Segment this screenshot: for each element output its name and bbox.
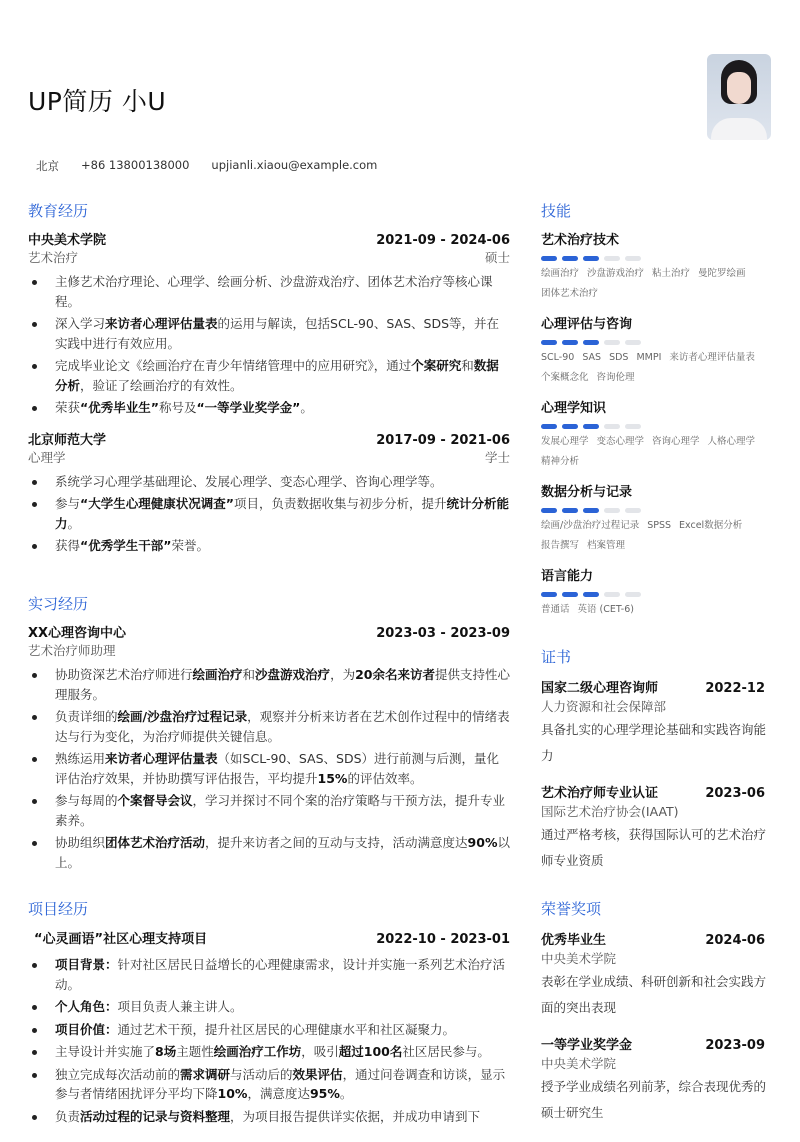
bullet-list: [28, 665, 510, 872]
candidate-name: UP简历 小U: [28, 87, 167, 116]
bullet-item: [28, 494, 510, 533]
bold-text: 8场: [155, 1044, 177, 1059]
section-title: 荣誉奖项: [541, 900, 602, 918]
level-segment-empty: [625, 340, 641, 345]
bold-text: 个人角色：: [55, 999, 118, 1014]
contact-phone: +86 13800138000: [81, 158, 190, 172]
honor-entry: [541, 1037, 771, 1126]
text-segment: ，提升来访者之间的互动与支持，活动满意度达: [205, 835, 468, 850]
level-segment-filled: [583, 256, 599, 261]
entry-header: [28, 450, 510, 466]
bold-text: 来访者心理评估量表: [105, 751, 218, 766]
internship-role: 艺术治疗师助理: [28, 643, 116, 658]
skill-tag: SDS: [609, 352, 629, 363]
skill-level-bar: [541, 256, 771, 261]
text-segment: 完成毕业论文《绘画治疗在青少年情绪管理中的应用研究》，通过: [55, 358, 412, 373]
text-segment: 与活动后的: [230, 1066, 293, 1082]
education-section: [28, 200, 510, 570]
skill-tag: 咨询伦理: [596, 372, 635, 383]
date: 2021-09 - 2024-06: [376, 233, 510, 248]
honor-entry: [541, 932, 771, 1021]
skill-tag: 来访者心理评估量表: [669, 352, 755, 363]
entry-header: [34, 931, 510, 949]
name: 艺术治疗师专业认证: [541, 786, 659, 801]
date: 2017-09 - 2021-06: [376, 432, 510, 448]
bold-text: 95%: [309, 1086, 340, 1101]
text-segment: ，吸引: [301, 1044, 339, 1059]
level-segment-filled: [583, 508, 599, 513]
bullet-list: [28, 472, 510, 556]
bullet-list: [28, 955, 510, 1126]
skill-tag: 变态心理学: [596, 436, 645, 447]
section-title: 证书: [541, 648, 572, 666]
bullet-item: [28, 665, 510, 704]
bold-text: 效果评估: [292, 1066, 343, 1082]
date: 2023-06: [705, 786, 765, 801]
text-segment: 通过艺术干预，提升社区居民的心理健康水平和社区凝聚力。: [117, 1021, 456, 1037]
education-entry: [28, 432, 510, 556]
skill-level-bar: [541, 340, 771, 345]
text-segment: ，验证了绘画治疗的有效性。: [80, 377, 243, 393]
profile-photo: [707, 54, 771, 140]
skill-name: 艺术治疗技术: [541, 233, 620, 248]
school: 中央美术学院: [28, 233, 107, 248]
text-segment: 。: [339, 1086, 353, 1101]
bullet-item: [28, 1065, 510, 1104]
bullet-item: [28, 356, 510, 395]
bullet-item: [28, 791, 510, 830]
skill-item: [541, 316, 771, 388]
bullet-item: [28, 472, 510, 492]
text-segment: 的运用与解读，包括SCL-90、SAS、SDS等，并在实践中进行有效应用。: [55, 316, 500, 351]
education-entry: [28, 232, 510, 418]
bold-text: 超过100名: [338, 1044, 403, 1059]
level-segment-filled: [562, 592, 578, 597]
level-segment-empty: [625, 592, 641, 597]
text-segment: 协助资深艺术治疗师进行: [55, 667, 193, 682]
skill-tag: 绘画/沙盘治疗过程记录: [541, 520, 640, 531]
date: 2022-10 - 2023-01: [376, 932, 510, 947]
skill-tag: 沙盘游戏治疗: [587, 268, 645, 279]
text-segment: 荣获: [55, 400, 81, 415]
level-segment-filled: [583, 340, 599, 345]
level-segment-empty: [604, 508, 620, 513]
contact-info: [36, 158, 377, 174]
bold-text: 绘画治疗: [192, 667, 243, 682]
text-segment: 。: [300, 400, 313, 415]
bold-text: “优秀学生干部”: [80, 538, 172, 553]
text-segment: 和: [242, 667, 256, 682]
name: 国家二级心理咨询师: [541, 681, 659, 696]
skill-tag: 曼陀罗绘画: [698, 268, 746, 279]
name: 一等学业奖学金: [541, 1038, 633, 1053]
bold-text: “大学生心理健康状况调查”: [80, 496, 234, 511]
text-segment: 以上。: [55, 835, 510, 870]
bullet-item: [28, 1042, 510, 1062]
certificate-entry: [541, 785, 771, 874]
skill-tag: 人格心理学: [707, 436, 756, 447]
text-segment: 提供支持性心理服务。: [55, 667, 510, 702]
text-segment: ，观察并分析来访者在艺术创作过程中的情绪表达与行为变化，为治疗师提供关键信息。: [55, 709, 510, 744]
text-segment: 主题性: [176, 1044, 214, 1059]
text-segment: 独立完成每次活动前的: [55, 1066, 181, 1082]
skill-name: 数据分析与记录: [541, 485, 633, 500]
skill-tag: Excel数据分析: [679, 520, 743, 531]
bold-text: “一等学业奖学金”: [196, 400, 301, 415]
bullet-item: [28, 1107, 510, 1127]
skill-tag: 个案概念化: [541, 372, 589, 383]
level-segment-filled: [541, 340, 557, 345]
issuer: 中央美术学院: [541, 951, 617, 966]
skill-tag: MMPI: [636, 352, 662, 363]
level-segment-filled: [541, 592, 557, 597]
date: 2023-09: [705, 1038, 765, 1053]
text-segment: 社区居民参与。: [402, 1044, 490, 1059]
company: XX心理咨询中心: [28, 626, 127, 641]
internship-section: [28, 593, 510, 886]
level-segment-filled: [583, 592, 599, 597]
text-segment: ，学习并探讨不同个案的治疗策略与干预方法，提升专业素养。: [55, 793, 506, 828]
skill-level-bar: [541, 592, 771, 597]
level-segment-empty: [625, 256, 641, 261]
entry-header: [541, 680, 771, 698]
degree: 学士: [484, 449, 510, 465]
level-segment-filled: [541, 424, 557, 429]
contact-city: 北京: [36, 159, 59, 173]
name: 优秀毕业生: [541, 933, 607, 948]
text-segment: 参与每周的: [55, 793, 118, 808]
skill-tag: SCL-90: [541, 352, 575, 363]
section-title: 项目经历: [28, 900, 89, 918]
text-segment: 项目，负责数据收集与初步分析，提升: [233, 496, 447, 511]
level-segment-filled: [541, 508, 557, 513]
text-segment: 参与: [55, 496, 81, 511]
skill-tag: 绘画治疗: [541, 268, 580, 279]
text-segment: 系统学习心理学基础理论、发展心理学、变态心理学、咨询心理学等。: [55, 473, 443, 489]
level-segment-empty: [604, 424, 620, 429]
level-segment-empty: [604, 340, 620, 345]
level-segment-empty: [625, 424, 641, 429]
skill-tag: SAS: [582, 352, 602, 363]
contact-email[interactable]: upjianli.xiaou@example.com: [211, 158, 378, 172]
bullet-item: [28, 833, 510, 872]
skill-tag: 报告撰写: [541, 540, 580, 551]
bullet-item: [28, 707, 510, 746]
bullet-item: [28, 314, 510, 353]
skill-tags: [541, 264, 771, 304]
bullet-item: [28, 1020, 510, 1040]
bullet-item: [28, 955, 510, 994]
bold-text: 10%: [217, 1086, 248, 1101]
description: 具备扎实的心理学理论基础和实践咨询能力: [541, 722, 767, 763]
skill-tags: [541, 432, 771, 472]
text-segment: 和: [461, 358, 474, 373]
skill-name: 心理学知识: [541, 401, 607, 416]
text-segment: ，通过问卷调查和访谈，显示参与者情绪困扰评分平均下降: [55, 1066, 506, 1101]
bold-text: 绘画/沙盘治疗过程记录: [117, 709, 248, 724]
text-segment: 熟练运用: [55, 751, 106, 766]
bold-text: 个案督导会议: [117, 793, 193, 808]
text-segment: 负责详细的: [55, 709, 118, 724]
skill-tag: SPSS: [647, 520, 672, 531]
skill-tag: 咨询心理学: [652, 436, 700, 447]
level-segment-empty: [604, 592, 620, 597]
description: 通过严格考核，获得国际认可的艺术治疗师专业资质: [541, 827, 767, 868]
date: 2022-12: [705, 681, 765, 696]
bullet-item: [28, 749, 510, 788]
skill-tag: 普通话: [541, 604, 570, 615]
school: 北京师范大学: [28, 432, 107, 448]
text-segment: 针对社区居民日益增长的心理健康需求，设计并实施一系列艺术治疗活动。: [55, 957, 506, 992]
level-segment-filled: [562, 256, 578, 261]
skill-name: 语言能力: [541, 569, 594, 584]
skill-tags: [541, 516, 771, 556]
internship-entry: [28, 625, 510, 872]
name: “心灵画语”社区心理支持项目: [34, 932, 208, 947]
text-segment: 的评估效率。: [347, 770, 423, 786]
text-segment: 负责: [55, 1108, 81, 1124]
bold-text: 沙盘游戏治疗: [255, 667, 331, 682]
level-segment-empty: [604, 256, 620, 261]
section-title: 技能: [541, 202, 572, 220]
bold-text: “优秀毕业生”: [80, 400, 159, 415]
text-segment: 。: [67, 515, 81, 531]
level-segment-filled: [562, 508, 578, 513]
text-segment: 深入学习: [55, 316, 106, 331]
entry-header: [28, 432, 510, 450]
bold-text: 15%: [317, 770, 348, 786]
entry-header: [541, 932, 771, 950]
skill-item: [541, 484, 771, 556]
section-title: 教育经历: [28, 202, 89, 220]
entry-header: [541, 785, 771, 803]
skill-tag: 团体艺术治疗: [541, 288, 599, 299]
bullet-item: [28, 398, 510, 418]
text-segment: 主修艺术治疗理论、心理学、绘画分析、沙盘游戏治疗、团体艺术治疗等核心课程。: [55, 274, 493, 309]
honors-section: [541, 898, 771, 1142]
skill-name: 心理评估与咨询: [541, 317, 633, 332]
skill-item: [541, 232, 771, 304]
skill-tag: 发展心理学: [541, 436, 589, 447]
certificates-section: [541, 646, 771, 890]
major: 心理学: [28, 449, 66, 465]
projects-section: [28, 898, 510, 1140]
level-segment-filled: [541, 256, 557, 261]
bold-text: 需求调研: [180, 1066, 231, 1082]
section-title: 实习经历: [28, 595, 89, 613]
skill-tag: 英语 (CET-6): [577, 604, 634, 615]
skills-section: [541, 200, 771, 632]
skill-tags: [541, 600, 771, 620]
skill-item: [541, 568, 771, 620]
bold-text: 绘画治疗工作坊: [213, 1044, 302, 1059]
bold-text: 项目价值：: [55, 1021, 118, 1037]
entry-header: [28, 232, 510, 250]
bold-text: 90%: [467, 835, 498, 850]
level-segment-empty: [625, 508, 641, 513]
entry-header: [28, 250, 510, 266]
bullet-item: [28, 997, 510, 1017]
bold-text: 项目背景：: [55, 957, 118, 972]
text-segment: 荣誉。: [171, 538, 209, 553]
skill-item: [541, 400, 771, 472]
issuer: 中央美术学院: [541, 1056, 617, 1071]
skill-tag: 粘土治疗: [652, 268, 691, 279]
date: 2023-03 - 2023-09: [376, 626, 510, 641]
date: 2024-06: [705, 933, 765, 948]
entry-header: [541, 1037, 771, 1055]
bold-text: 个案研究: [411, 358, 462, 373]
text-segment: ，为项目报告提供详实依据，并成功申请到下: [230, 1108, 481, 1124]
level-segment-filled: [583, 424, 599, 429]
text-segment: 主导设计并实施了: [55, 1044, 156, 1059]
text-segment: 项目负责人兼主讲人。: [117, 999, 243, 1014]
skill-level-bar: [541, 424, 771, 429]
skill-level-bar: [541, 508, 771, 513]
project-entry: [34, 931, 510, 1126]
bold-text: 活动过程的记录与资料整理: [80, 1108, 231, 1124]
level-segment-filled: [562, 340, 578, 345]
entry-header: [28, 625, 510, 643]
issuer: 国际艺术治疗协会(IAAT): [541, 804, 679, 819]
level-segment-filled: [562, 424, 578, 429]
text-segment: ，为: [330, 667, 356, 682]
text-segment: （如SCL-90、SAS、SDS）进行前测与后测，量化评估治疗效果，并协助撰写评估报告，平均提升: [55, 751, 500, 786]
bold-text: 数据分析: [55, 358, 499, 393]
degree: 硕士: [484, 250, 510, 265]
skill-tag: 档案管理: [587, 540, 626, 551]
bold-text: 统计分析能力: [55, 496, 509, 531]
description: 表彰在学业成绩、科研创新和社会实践方面的突出表现: [541, 974, 767, 1015]
bullet-item: [28, 536, 510, 556]
bold-text: 团体艺术治疗活动: [105, 835, 206, 850]
skill-tag: 精神分析: [541, 456, 580, 467]
bullet-list: [28, 272, 510, 418]
text-segment: ，满意度达: [247, 1086, 310, 1101]
bold-text: 来访者心理评估量表: [105, 316, 218, 331]
text-segment: 称号及: [158, 400, 197, 415]
bold-text: 20余名来访者: [355, 667, 435, 682]
text-segment: 协助组织: [55, 835, 106, 850]
text-segment: 获得: [55, 538, 81, 553]
certificate-entry: [541, 680, 771, 769]
issuer: 人力资源和社会保障部: [541, 699, 667, 714]
skill-tags: [541, 348, 771, 388]
major: 艺术治疗: [28, 250, 79, 265]
description: 授予学业成绩名列前茅，综合表现优秀的硕士研究生: [541, 1079, 767, 1120]
bullet-item: [28, 272, 510, 311]
